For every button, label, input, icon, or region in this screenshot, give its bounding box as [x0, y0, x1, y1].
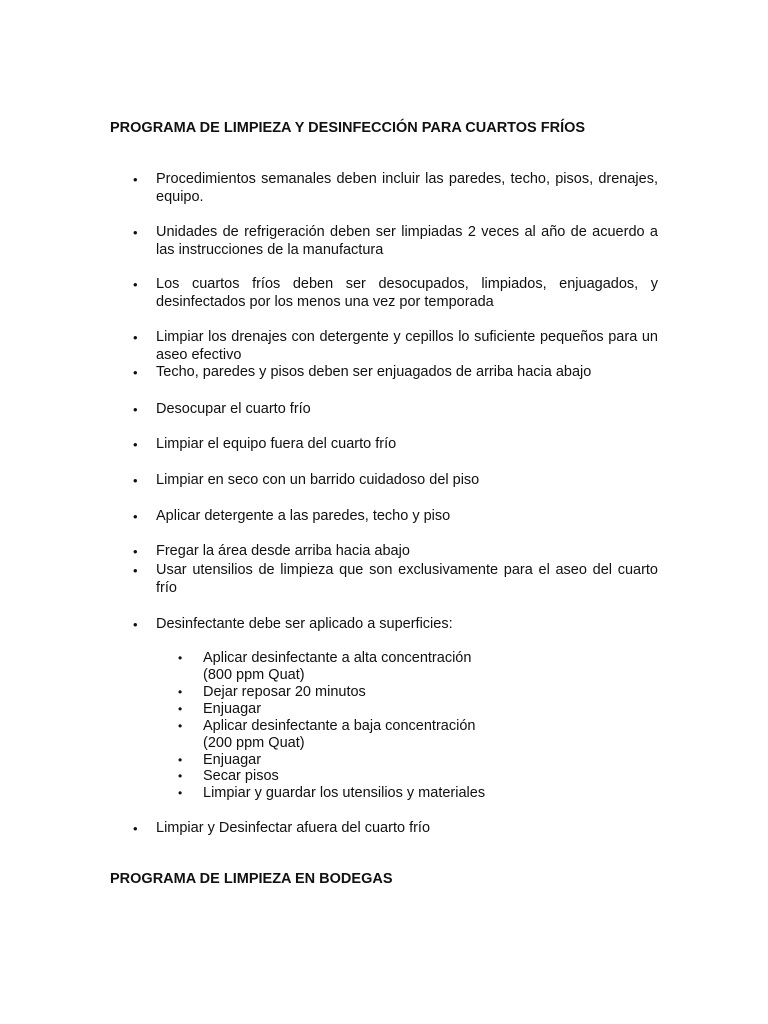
bullet-icon: • [133, 225, 138, 240]
bullet-icon: • [133, 473, 138, 488]
list-item [133, 562, 658, 597]
sub-list-item [178, 768, 558, 785]
list-item [133, 224, 658, 259]
sub-bullet-icon: • [178, 769, 183, 783]
list-item [133, 171, 658, 206]
list-item-text: Procedimientos semanales deben incluir las paredes, techo, pisos, drenajes, equipo. [156, 171, 658, 205]
list-item [133, 276, 658, 311]
list-item [133, 329, 658, 364]
bullet-icon: • [133, 563, 138, 578]
sub-bullet-icon: • [178, 719, 183, 733]
list-item [133, 616, 658, 634]
list-item-text: Limpiar en seco con un barrido cuidadoso del piso [156, 472, 480, 488]
sub-list-item [178, 684, 558, 701]
list-item [133, 436, 658, 454]
sub-list-item-text: Aplicar desinfectante a baja concentración (200 ppm Quat) [203, 718, 476, 751]
list-item [133, 820, 658, 838]
sub-list-item-text: Aplicar desinfectante a alta concentración (800 ppm Quat) [203, 650, 472, 683]
section-heading-bodegas: PROGRAMA DE LIMPIEZA EN BODEGAS [110, 871, 393, 887]
sub-bullet-icon: • [178, 685, 183, 699]
bullet-icon: • [133, 365, 138, 380]
bullet-icon: • [133, 544, 138, 559]
list-item-text: Desinfectante debe ser aplicado a superficies: [156, 616, 453, 632]
sub-bullet-icon: • [178, 753, 183, 767]
sub-bullet-icon: • [178, 786, 183, 800]
bullet-icon: • [133, 172, 138, 187]
list-item [133, 401, 658, 419]
sub-bullet-icon: • [178, 651, 183, 665]
bullet-icon: • [133, 402, 138, 417]
sub-list-item-text: Enjuagar [203, 752, 262, 768]
list-item [133, 364, 658, 382]
list-item [133, 472, 658, 490]
list-item-text: Fregar la área desde arriba hacia abajo [156, 543, 410, 559]
sub-list-item [178, 785, 558, 802]
sub-list-item [178, 752, 558, 769]
bullet-icon: • [133, 821, 138, 836]
sub-list-item-text: Dejar reposar 20 minutos [203, 684, 366, 700]
bullet-icon: • [133, 330, 138, 345]
list-item-text: Techo, paredes y pisos deben ser enjuagados de arriba hacia abajo [156, 364, 592, 380]
sub-list-item-text: Enjuagar [203, 701, 262, 717]
list-item-text: Los cuartos fríos deben ser desocupados, limpiados, enjuagados, y desinfectados por los menos una vez por temporada [156, 276, 658, 310]
bullet-icon: • [133, 277, 138, 292]
bullet-icon: • [133, 509, 138, 524]
sub-list-item-text: Limpiar y guardar los utensilios y materiales [203, 785, 486, 801]
list-item-text: Usar utensilios de limpieza que son exclusivamente para el aseo del cuarto frío [156, 562, 658, 596]
bullet-icon: • [133, 437, 138, 452]
list-item [133, 543, 658, 561]
section-heading-cuartos-frios: PROGRAMA DE LIMPIEZA Y DESINFECCIÓN PARA CUARTOS FRÍOS [110, 120, 586, 136]
bullet-icon: • [133, 617, 138, 632]
sub-list-item [178, 701, 558, 718]
list-item [133, 508, 658, 526]
sub-list-item [178, 650, 558, 684]
list-item-text: Limpiar el equipo fuera del cuarto frío [156, 436, 397, 452]
sub-bullet-icon: • [178, 702, 183, 716]
sub-list-item-text: Secar pisos [203, 768, 279, 784]
list-item-text: Aplicar detergente a las paredes, techo y piso [156, 508, 451, 524]
list-item-text: Unidades de refrigeración deben ser limpiadas 2 veces al año de acuerdo a las instrucciones de la manufactura [156, 224, 658, 258]
list-item-text: Desocupar el cuarto frío [156, 401, 311, 417]
list-item-text: Limpiar y Desinfectar afuera del cuarto frío [156, 820, 431, 836]
list-item-text: Limpiar los drenajes con detergente y cepillos lo suficiente pequeños para un aseo efectivo [156, 329, 658, 363]
sub-list-item [178, 718, 558, 752]
